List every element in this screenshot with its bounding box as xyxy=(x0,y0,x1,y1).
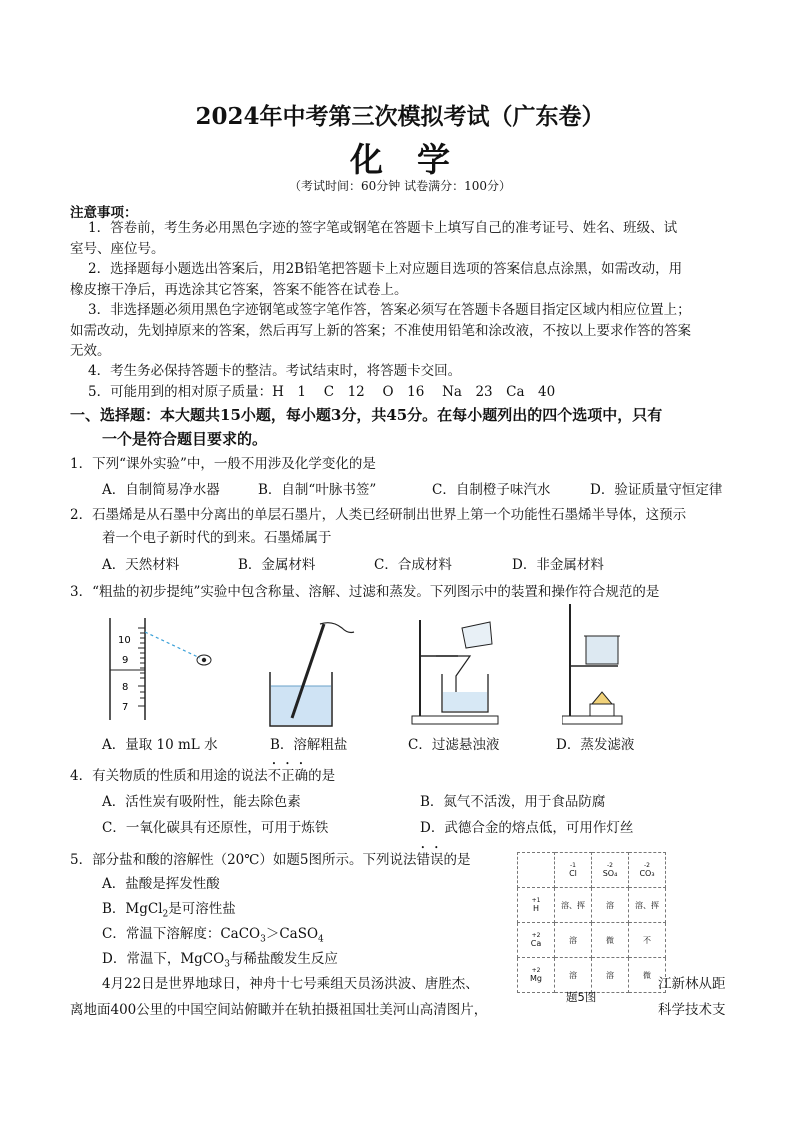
question-3-option-c: C．过滤悬浊液 xyxy=(408,737,500,753)
flame-icon xyxy=(592,692,612,704)
cylinder-tick-7: 7 xyxy=(122,702,129,713)
table-cell: 溶 xyxy=(592,958,629,993)
exam-meta: （考试时间：60分钟 试卷满分：100分） xyxy=(289,179,511,193)
question-5-option-d: D．常温下，MgCO$_3$与稀盐酸发生反应 xyxy=(102,951,338,970)
question-2-option-b: B．金属材料 xyxy=(238,557,316,573)
question-5-option-a: A．盐酸是挥发性酸 xyxy=(102,876,220,892)
question-2-stem-line2: 着一个电子新时代的到来。石墨烯属于 xyxy=(102,530,332,546)
section-heading-line1: 一、选择题：本大题共15小题，每小题3分，共45分。在每小题列出的四个选项中，只有 xyxy=(70,406,663,424)
notice-item-1-line2: 室号、座位号。 xyxy=(70,241,165,257)
notice-item-4: 4．考生务必保持答题卡的整洁。考试结束时，将答题卡交回。 xyxy=(88,363,462,379)
figure-5-caption: 题5图 xyxy=(566,990,597,1004)
question-5-option-c: C．常温下溶解度：CaCO$_3$＞CaSO$_4$ xyxy=(102,926,324,945)
exam-title: 2024年中考第三次模拟考试（广东卷） xyxy=(195,103,605,130)
anion-header-cl: -1 Cl xyxy=(555,853,592,888)
notice-item-5: 5．可能用到的相对原子质量：H 1 C 12 O 16 Na 23 Ca 40 xyxy=(88,384,556,400)
table-cell: 溶 xyxy=(592,888,629,923)
cation-header-h: +1 H xyxy=(518,888,555,923)
question-5-stem-post: 的是 xyxy=(443,852,471,868)
question-3-option-a: A．量取 10 mL 水 xyxy=(102,737,218,753)
question-4-option-d: D．武德合金的熔点低，可用作灯丝 xyxy=(420,820,634,836)
question-1-option-a: A．自制简易净水器 xyxy=(102,482,220,498)
subject-title: 化学 xyxy=(350,140,484,179)
question-4-stem-pre: 4．有关物质的性质和用途的说法 xyxy=(70,768,268,784)
question-1-stem: 1．下列“课外实验”中，一般不用涉及化学变化的是 xyxy=(70,456,376,472)
table-cell: 溶 xyxy=(555,923,592,958)
notice-item-3-line1: 3．非选择题必须用黑色字迹钢笔或签字笔作答，答案必须写在答题卡各题目指定区域内相应位置上； xyxy=(88,302,691,318)
table-cell: 微 xyxy=(629,958,666,993)
cylinder-tick-8: 8 xyxy=(122,682,129,693)
question-4-stem-emphasis: 不正确 xyxy=(267,768,309,784)
notice-item-1-line1: 1．答卷前，考生务必用黑色字迹的签字笔或钢笔在答题卡上填写自己的准考证号、姓名、班级、试 xyxy=(88,220,678,236)
anion-header-so4: -2 SO₄ xyxy=(592,853,629,888)
notice-item-2-line1: 2．选择题每小题选出答案后，用2B铅笔把答题卡上对应题目选项的答案信息点涂黑，如需改动，用 xyxy=(88,261,683,277)
question-1-option-c: C．自制橙子味汽水 xyxy=(432,482,551,498)
question-2-option-a: A．天然材料 xyxy=(102,557,180,573)
passage-line2-right: 科学技术支 xyxy=(658,1002,726,1018)
table-row xyxy=(518,958,666,993)
anion-header-co3: -2 CO₃ xyxy=(629,853,666,888)
cation-header-ca: +2 Ca xyxy=(518,923,555,958)
question-1-option-b: B．自制“叶脉书签” xyxy=(258,482,377,498)
table-cell: 不 xyxy=(629,923,666,958)
question-4-option-b: B．氮气不活泼，用于食品防腐 xyxy=(420,794,606,810)
passage-line1-left: 4月22日是世界地球日，神舟十七号乘组天员汤洪波、唐胜杰、 xyxy=(102,976,479,992)
question-3-stem: 3．“粗盐的初步提纯”实验中包含称量、溶解、过滤和蒸发。下列图示中的装置和操作符合规范的是 xyxy=(70,584,660,600)
question-4-stem xyxy=(70,760,335,784)
question-5-stem-emphasis: 错误 xyxy=(416,852,444,868)
table-row xyxy=(518,923,666,958)
passage-line1-right: 江新林从距 xyxy=(658,976,726,992)
solubility-table xyxy=(517,852,666,993)
table-cell: 溶 xyxy=(555,958,592,993)
question-4-option-c: C．一氧化碳具有还原性，可用于炼铁 xyxy=(102,820,329,836)
table-cell: 微 xyxy=(592,923,629,958)
question-3-option-d: D．蒸发滤液 xyxy=(556,737,635,753)
figure-graduated-cylinder xyxy=(100,608,230,730)
question-2-option-c: C．合成材料 xyxy=(374,557,452,573)
cylinder-tick-10: 10 xyxy=(118,635,131,646)
question-2-option-d: D．非金属材料 xyxy=(512,557,604,573)
question-5-option-b: B．MgCl$_2$是可溶性盐 xyxy=(102,901,236,920)
question-2-stem-line1: 2．石墨烯是从石墨中分离出的单层石墨片，人类已经研制出世界上第一个功能性石墨烯半导体，这预示 xyxy=(70,507,687,523)
section-heading-line2: 一个是符合题目要求的。 xyxy=(102,430,268,448)
table-cell: 溶、挥 xyxy=(555,888,592,923)
notice-item-3-line3: 无效。 xyxy=(70,343,111,359)
cylinder-tick-9: 9 xyxy=(122,655,129,666)
notice-item-3-line2: 如需改动，先划掉原来的答案，然后再写上新的答案；不准使用铅笔和涂改液，不按以上要求作答的答案 xyxy=(70,323,691,339)
question-3-option-b: B．溶解粗盐 xyxy=(270,737,348,753)
question-5-stem xyxy=(70,844,470,868)
notice-heading: 注意事项： xyxy=(70,205,138,221)
table-row xyxy=(518,853,666,888)
figure-filtration-apparatus xyxy=(408,600,518,728)
figure-evaporation-apparatus xyxy=(562,600,652,726)
table-corner xyxy=(518,853,555,888)
table-cell: 溶、挥 xyxy=(629,888,666,923)
question-5-stem-pre: 5．部分盐和酸的溶解性（20℃）如题5图所示。下列说法 xyxy=(70,852,417,868)
notice-item-2-line2: 橡皮擦干净后，再选涂其它答案，答案不能答在试卷上。 xyxy=(70,282,408,298)
passage-line2-left: 离地面400公里的中国空间站俯瞰并在轨拍摄祖国壮美河山高清图片， xyxy=(70,1002,488,1018)
question-4-option-a: A．活性炭有吸附性，能去除色素 xyxy=(102,794,301,810)
table-row xyxy=(518,888,666,923)
hand-icon xyxy=(320,623,354,633)
figure-beaker-dissolving xyxy=(262,620,372,730)
question-4-stem-post: 的是 xyxy=(308,768,336,784)
cation-header-mg: +2 Mg xyxy=(518,958,555,993)
question-1-option-d: D．验证质量守恒定律 xyxy=(590,482,723,498)
